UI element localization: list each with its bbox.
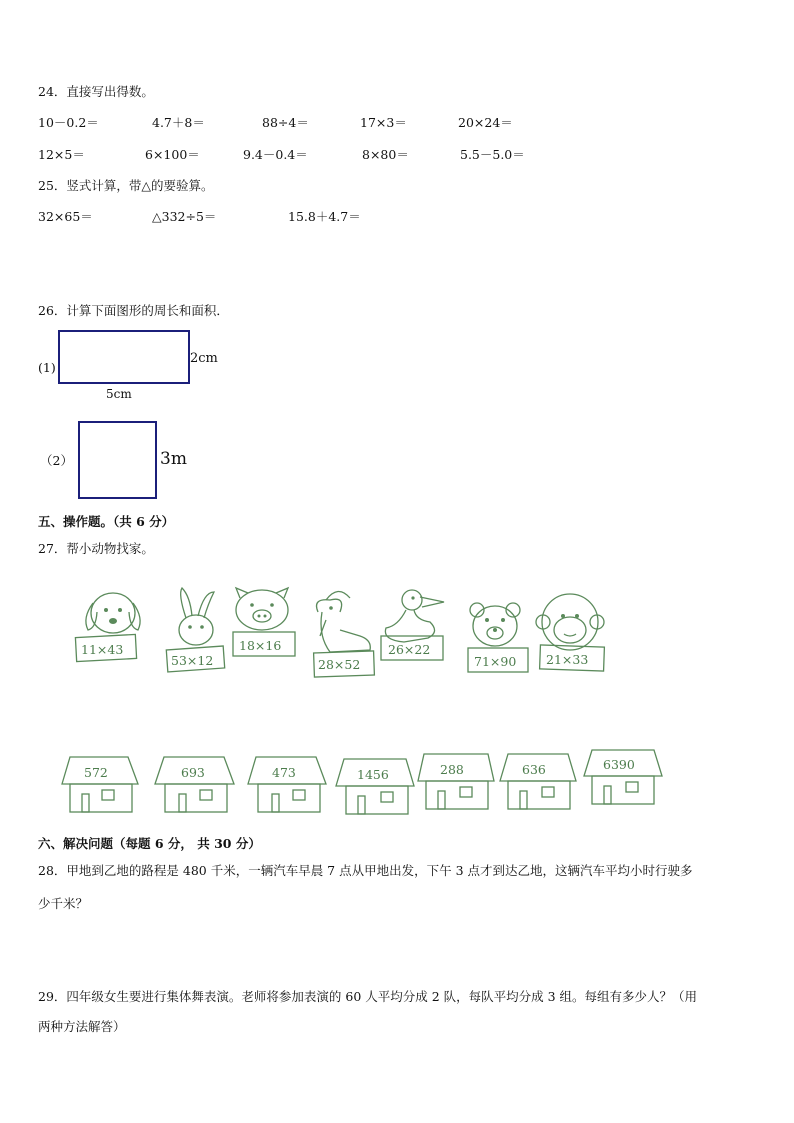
animals-houses-illustration	[0, 575, 794, 825]
bear-icon	[470, 603, 520, 646]
q24-item: 17×3＝	[360, 115, 407, 130]
house-number: 693	[181, 765, 205, 780]
square-figure	[78, 421, 157, 499]
pig-card	[233, 632, 295, 656]
q24-item: 9.4－0.4＝	[243, 147, 308, 162]
q24-title: 24．直接写出得数。	[38, 84, 154, 99]
q24-item: 20×24＝	[458, 115, 513, 130]
monkey-card	[540, 645, 605, 671]
rabbit-icon	[179, 588, 214, 645]
fig1-width-label: 5cm	[106, 387, 132, 401]
q29-line2: 两种方法解答）	[38, 1019, 126, 1034]
q24-item: 8×80＝	[362, 147, 409, 162]
house-number: 473	[272, 765, 296, 780]
q25-item: △332÷5＝	[152, 209, 217, 224]
house-icon	[584, 750, 662, 804]
duck-card	[381, 636, 443, 660]
q24-item: 4.7＋8＝	[152, 115, 205, 130]
duck-expr: 26×22	[388, 642, 431, 657]
dog-card	[75, 634, 136, 661]
house-number: 288	[440, 762, 464, 777]
house-number: 1456	[357, 767, 389, 782]
bear-expr: 71×90	[474, 654, 517, 669]
q29-line1: 29．四年级女生要进行集体舞表演。老师将参加表演的 60 人平均分成 2 队，每队平均分成 3 组。每组有多少人？（用	[38, 989, 698, 1004]
goat-card	[314, 651, 375, 677]
bear-card	[468, 648, 528, 672]
house-icon	[336, 759, 414, 814]
q28-line2: 少千米？	[38, 896, 89, 911]
duck-icon	[385, 590, 444, 642]
monkey-expr: 21×33	[546, 652, 589, 667]
house-number: 636	[522, 762, 546, 777]
house-number: 572	[84, 765, 108, 780]
fig2-label: （2）	[40, 453, 73, 468]
house-icon	[155, 757, 234, 812]
house-icon	[62, 757, 138, 812]
rectangle-figure	[58, 330, 190, 384]
house-number: 6390	[603, 757, 635, 772]
fig2-side-label: 3m	[160, 449, 187, 469]
q25-title: 25．竖式计算，带△的要验算。	[38, 178, 214, 193]
q26-title: 26．计算下面图形的周长和面积．	[38, 303, 229, 318]
q24-item: 88÷4＝	[262, 115, 309, 130]
house-icon	[248, 757, 326, 812]
q27-title: 27．帮小动物找家。	[38, 541, 154, 556]
q24-item: 12×5＝	[38, 147, 85, 162]
dog-expr: 11×43	[81, 642, 124, 657]
fig1-height-label: 2cm	[190, 351, 218, 366]
pig-expr: 18×16	[239, 638, 282, 653]
fig1-label: (1)	[38, 360, 56, 375]
house-icon	[500, 754, 576, 809]
q25-item: 32×65＝	[38, 209, 93, 224]
goat-icon	[317, 591, 371, 652]
q24-item: 6×100＝	[145, 147, 200, 162]
q25-item: 15.8＋4.7＝	[288, 209, 361, 224]
house-icon	[418, 754, 494, 809]
rabbit-expr: 53×12	[171, 653, 214, 668]
dog-icon	[86, 593, 140, 633]
section-6-heading: 六、解决问题（每题 6 分， 共 30 分）	[38, 836, 261, 851]
monkey-icon	[536, 594, 604, 650]
q24-item: 10－0.2＝	[38, 115, 99, 130]
q24-item: 5.5－5.0＝	[460, 147, 525, 162]
rabbit-card	[166, 646, 224, 672]
section-5-heading: 五、操作题。（共 6 分）	[38, 514, 175, 529]
pig-icon	[236, 588, 288, 630]
q28-line1: 28．甲地到乙地的路程是 480 千米，一辆汽车早晨 7 点从甲地出发，下午 3 点才到达乙地，这辆汽车平均小时行驶多	[38, 863, 693, 878]
goat-expr: 28×52	[318, 657, 361, 672]
